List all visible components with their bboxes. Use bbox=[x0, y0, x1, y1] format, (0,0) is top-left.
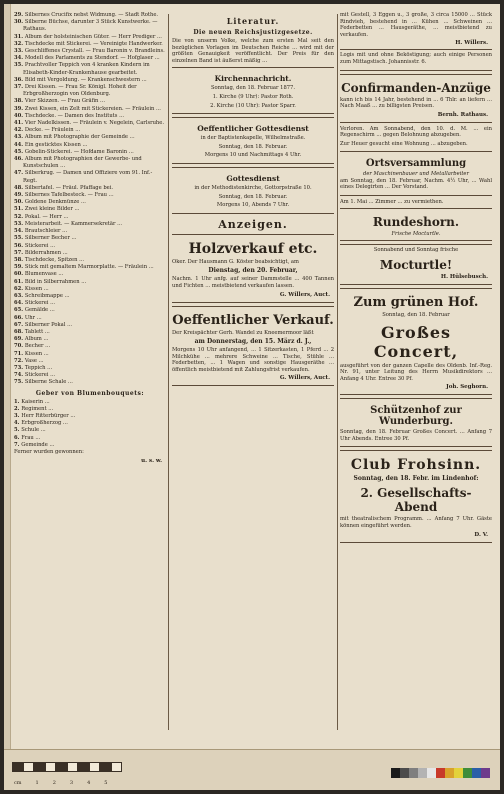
list-item-text: Silberkrug. — Damen und Offiziere vom 91. Inf.-Regt. bbox=[23, 170, 153, 184]
list-item bbox=[14, 142, 166, 149]
ad-logis bbox=[340, 49, 492, 70]
list-item-text: Silberne Büchse, darunter 3 Stück Kunstwerke. — Rathaus. bbox=[23, 19, 158, 33]
column-ads bbox=[340, 12, 492, 732]
public-sale-date: am Donnerstag, den 15. März d. J., bbox=[194, 338, 312, 346]
list-item-number: 30. bbox=[14, 19, 25, 26]
list-item-number: 59. bbox=[14, 264, 25, 271]
list-item-text: Album ... bbox=[24, 336, 49, 343]
list-item-text: Regiment ... bbox=[21, 405, 54, 412]
list-item-number: 50. bbox=[14, 199, 25, 206]
list-item-text: Album der holsteinischen Güter. — Herr Prediger ... bbox=[24, 33, 162, 40]
ad-rundeshorn bbox=[340, 208, 492, 241]
list-item bbox=[14, 351, 166, 358]
list-item bbox=[14, 149, 166, 156]
confirmation-body: kann ich bis 14 Jahr, bestehend in ... 6 Thlr. an liefern ... Nach Maaß ... zu billigsten Preisen. bbox=[340, 96, 492, 110]
list-item bbox=[14, 365, 166, 372]
confirmation-sign: Bernh. Rathaus. bbox=[437, 111, 488, 118]
list-item-text: Kaiserin ... bbox=[21, 398, 50, 405]
list-item-number: 39. bbox=[14, 105, 25, 112]
service-line: Sonntag, den 18. Februar. bbox=[218, 193, 288, 200]
list-item-text: Brautschleier ... bbox=[24, 228, 68, 235]
gruener-hof-heading: Zum grünen Hof. bbox=[353, 294, 479, 310]
column-rule bbox=[337, 14, 338, 730]
list-item-number: 70. bbox=[14, 343, 25, 350]
ad-club-frohsinn bbox=[340, 450, 492, 542]
service-line: Sonntag, den 18. Februar. bbox=[218, 143, 288, 150]
list-item-text: Ein gesticktes Kissen ... bbox=[24, 141, 88, 148]
list-item-number: 48. bbox=[14, 184, 25, 191]
list-item-number: 63. bbox=[14, 292, 25, 299]
list-item-number: 51. bbox=[14, 206, 25, 213]
list-item bbox=[14, 156, 166, 170]
scale-label: 3 bbox=[69, 780, 74, 786]
list-item bbox=[14, 250, 166, 257]
list-item bbox=[14, 427, 166, 434]
list-item-text: Goldene Denkmünze ... bbox=[24, 199, 86, 206]
church-date: Sonntag, den 18. Februar 1877. bbox=[210, 85, 296, 92]
list-item bbox=[14, 19, 166, 33]
list-item-number: 44. bbox=[14, 141, 25, 148]
list-item-text: Stickerei ... bbox=[24, 372, 56, 379]
scale-label: 2 bbox=[52, 780, 56, 786]
list-item-text: Schreibmappe ... bbox=[24, 292, 70, 299]
list-item-text: Becher ... bbox=[24, 343, 51, 350]
list-item-number: 71. bbox=[14, 350, 25, 357]
scale-labels bbox=[14, 780, 121, 786]
list-item-text: Bild in Silberrahmen ... bbox=[24, 278, 87, 285]
list-item-text: Kissen ... bbox=[24, 285, 49, 292]
literature-heading: Literatur. bbox=[226, 16, 280, 26]
list-item-text: Vier Skizzen. — Frau Gräfin ... bbox=[24, 98, 105, 105]
list-tail-sign: u. s. w. bbox=[141, 457, 162, 464]
list-item-text: Gobelin-Stickerei. — Hofdame Baronin ... bbox=[24, 148, 134, 155]
list-item bbox=[14, 399, 166, 406]
list-item-text: Stick mit gemaltem Marmorplatte. — Fräulein ... bbox=[24, 264, 154, 271]
list-item bbox=[14, 293, 166, 300]
list-item bbox=[14, 84, 166, 98]
list-item bbox=[14, 214, 166, 221]
color-patch bbox=[409, 768, 418, 778]
list-item bbox=[14, 106, 166, 113]
column-rule bbox=[168, 14, 169, 730]
rental-notice: Zur Heuer gesucht eine Wohnung ... abzugeben. bbox=[340, 140, 468, 147]
list-item-number: 61. bbox=[14, 278, 25, 285]
list-item-text: Prachtvoller Teppich von 4 kranken Kindern im Elisabeth-Kinder-Krankenhause gearbeitet. bbox=[23, 62, 150, 76]
mockturtle-intro: Sonnabend und Sonntag frische bbox=[373, 247, 459, 254]
list-item bbox=[14, 413, 166, 420]
wood-sale-date: Dienstag, den 20. Februar, bbox=[208, 267, 298, 275]
club-body: mit theatralischem Programm. ... Anfang 7 Uhr. Gäste können eingeführt werden. bbox=[340, 516, 492, 530]
list-item-text: Bilderrahmen ... bbox=[24, 249, 68, 256]
rundeshorn-heading: Rundeshorn. bbox=[372, 215, 460, 230]
bouquet-section-heading: Geber von Blumenbouquets: bbox=[35, 389, 145, 397]
list-item-number: 60. bbox=[14, 271, 25, 278]
scale-label: 5 bbox=[104, 780, 108, 786]
column-middle bbox=[172, 12, 334, 732]
logis-text: Logis mit und ohne Beköstigung; auch einige Personen zum Mittagstisch. Johannisstr. 6. bbox=[340, 52, 492, 65]
list-item-text: Decke. — Fräulein ... bbox=[24, 127, 81, 134]
list-item bbox=[14, 127, 166, 134]
list-item bbox=[14, 343, 166, 350]
lost-item-notice: Verloren. Am Sonnabend, den 10. d. M. ... ein Regenschirm ... gegen Belohnung abzugeben. bbox=[340, 125, 492, 139]
list-item-number: 4. bbox=[14, 420, 22, 427]
auction-continued-sign: H. Willers. bbox=[455, 40, 488, 47]
list-item-text: Modell des Parlaments zu Stendorf. — Hofglaser ... bbox=[24, 55, 160, 62]
list-item-text: Album mit Photographie der Gemeinde ... bbox=[24, 134, 135, 141]
list-item-text: Tablett ... bbox=[24, 328, 50, 335]
list-item-text: Tischdecke mit Stickerei. — Vereinigte Handwerker. bbox=[24, 40, 163, 47]
meeting-body: am Sonntag, den 18. Februar, Nachm. 4½ Uhr, ... Wahl eines Delegirten ... Der Vorstand. bbox=[340, 177, 492, 191]
church-line: 2. Kirche (10 Uhr): Pastor Sparr. bbox=[210, 102, 296, 109]
list-item bbox=[14, 329, 166, 336]
ads-heading: Anzeigen. bbox=[218, 217, 288, 231]
list-item bbox=[14, 336, 166, 343]
list-tail-text: Ferner wurden gewonnen: bbox=[14, 448, 84, 455]
list-item-number: 5. bbox=[14, 427, 22, 434]
color-patch bbox=[481, 768, 490, 778]
wood-sale-intro: Oker. Der Hausmann G. Köster beabsichtigt, am bbox=[172, 258, 299, 265]
list-item-text: Uhr ... bbox=[24, 314, 42, 321]
list-item-number: 3. bbox=[14, 412, 22, 419]
list-item-number: 47. bbox=[14, 170, 25, 177]
public-sale-heading: Oeffentlicher Verkauf. bbox=[172, 312, 334, 328]
color-patch bbox=[472, 768, 481, 778]
list-item-number: 54. bbox=[14, 228, 25, 235]
color-patch bbox=[418, 768, 427, 778]
list-item-text: Zwei kleine Bilder ... bbox=[24, 206, 80, 213]
list-item-number: 29. bbox=[14, 12, 25, 18]
list-item-number: 37. bbox=[14, 84, 25, 91]
list-item bbox=[14, 257, 166, 264]
room-notice: Am 1. Mai ... Zimmer ... zu vermiethen. bbox=[340, 198, 444, 205]
list-item bbox=[14, 221, 166, 228]
list-item-number: 72. bbox=[14, 357, 25, 364]
prize-list bbox=[14, 12, 166, 387]
list-item bbox=[14, 77, 166, 84]
list-item-number: 74. bbox=[14, 372, 25, 379]
list-item bbox=[14, 41, 166, 48]
wood-sale-body: Nachm. 1 Uhr anfg. auf seiner Dammstelle ... 400 Tannen und Fichten ... meistbietend verkaufen lassen. bbox=[172, 276, 334, 289]
list-item-number: 55. bbox=[14, 235, 25, 242]
list-item bbox=[14, 185, 166, 192]
newspaper-page bbox=[4, 4, 500, 790]
list-item-text: Zwei Kissen, ein Zelt mit Stickereien. — Fräulein ... bbox=[24, 105, 161, 112]
list-item-number: 58. bbox=[14, 256, 25, 263]
list-item-number: 46. bbox=[14, 156, 25, 163]
club-sign: D. V. bbox=[474, 531, 488, 538]
grand-concert-body: ausgeführt von der ganzen Capelle des Oldenb. Inf.-Reg. Nr. 91, unter Leitung des Herrn Musikdirektors ... Anfang 4 Uhr. Entree 30 Pf. bbox=[340, 362, 492, 382]
grand-concert-sign: Joh. Seghorn. bbox=[446, 384, 488, 391]
list-item-number: 32. bbox=[14, 40, 25, 47]
list-item bbox=[14, 322, 166, 329]
list-item-text: Silberne Schale ... bbox=[24, 379, 73, 386]
list-item bbox=[14, 372, 166, 379]
list-item-text: Silbernes Crucifix nebst Widmung. — Stadt Rothe. bbox=[24, 12, 159, 18]
list-item-text: Silbertafel. — Fräul. Pfaffage bei. bbox=[24, 184, 114, 191]
list-item-number: 45. bbox=[14, 148, 25, 155]
bouquet-list bbox=[14, 399, 166, 449]
list-item bbox=[14, 34, 166, 41]
list-item-number: 65. bbox=[14, 307, 25, 314]
rundeshorn-sub: Frische Mocturtle. bbox=[391, 231, 441, 238]
list-item bbox=[14, 406, 166, 413]
literature-subheading: Die neuen Reichsjustizgesetze. bbox=[193, 29, 313, 36]
list-item-number: 53. bbox=[14, 220, 25, 227]
schuetzenhof-heading: Schützenhof zur Wunderburg. bbox=[370, 405, 462, 428]
list-item bbox=[14, 98, 166, 105]
page-spine bbox=[4, 4, 11, 790]
public-sale-body: Morgens 10 Uhr anfangend, ... 1 Sitzerkasten, 1 Pferd ... 2 Milchkühe ... mehrere Schweine ... Tische, Stühle ... Federbetten, ... 1 Wagen und sonstige Hausgeräthe ... öffentlich meistbietend mit Zahlungsfrist verkaufen. bbox=[172, 347, 334, 373]
list-item bbox=[14, 199, 166, 206]
service-line: in der Baptistenkapelle, Wilhelmstraße. bbox=[200, 135, 306, 142]
ad-wood-sale bbox=[172, 234, 334, 303]
list-item bbox=[14, 62, 166, 76]
list-item bbox=[14, 134, 166, 141]
list-item-text: Erbgroßherzog ... bbox=[21, 420, 68, 427]
list-item bbox=[14, 113, 166, 120]
meeting-heading: Ortsversammlung bbox=[365, 157, 467, 169]
ad-schuetzenhof bbox=[340, 398, 492, 447]
ad-local-meeting bbox=[340, 151, 492, 196]
color-patch bbox=[445, 768, 454, 778]
public-sale-intro: Der Kreispächter Gerh. Wandel zu Kneemermoor läßt bbox=[172, 329, 314, 336]
list-item-number: 56. bbox=[14, 242, 25, 249]
list-item-number: 41. bbox=[14, 120, 25, 127]
mockturtle-heading: Mocturtle! bbox=[379, 257, 453, 272]
list-item-number: 75. bbox=[14, 379, 25, 386]
list-item bbox=[14, 235, 166, 242]
list-item-text: Geschliffenes Crystall. — Frau Baronin v. Brandleins. bbox=[24, 48, 165, 55]
mockturtle-sign: H. Hülsebusch. bbox=[440, 273, 488, 280]
color-patch bbox=[454, 768, 463, 778]
color-patch bbox=[463, 768, 472, 778]
list-item bbox=[14, 420, 166, 427]
church-heading: Kirchennachricht. bbox=[214, 74, 292, 84]
list-item bbox=[14, 286, 166, 293]
list-item-text: Herr Ritterbürger ... bbox=[21, 412, 76, 419]
list-item-text: Gemälde ... bbox=[24, 307, 55, 314]
gruener-hof-date: Sonntag, den 18. Februar bbox=[382, 311, 450, 318]
service-heading: Gottesdienst bbox=[226, 173, 280, 183]
service-line: Morgens 10, Abends 7 Uhr. bbox=[216, 202, 290, 209]
color-patch bbox=[436, 768, 445, 778]
list-item bbox=[14, 271, 166, 278]
list-item-number: 68. bbox=[14, 328, 25, 335]
list-item-number: 49. bbox=[14, 192, 25, 199]
list-item-number: 42. bbox=[14, 127, 25, 134]
list-item-number: 31. bbox=[14, 33, 25, 40]
list-item-text: Silberner Pokal ... bbox=[24, 321, 73, 328]
schuetzenhof-body: Sonntag, den 18. Februar Großes Concert. ... Anfang 7 Uhr Abends. Entree 30 Pf. bbox=[340, 429, 492, 442]
color-patch bbox=[427, 768, 436, 778]
list-item-number: 7. bbox=[14, 441, 22, 448]
list-item bbox=[14, 442, 166, 449]
list-item bbox=[14, 315, 166, 322]
list-item-number: 2. bbox=[14, 405, 22, 412]
list-item-text: Blumenvase ... bbox=[24, 271, 64, 278]
list-item bbox=[14, 300, 166, 307]
list-item bbox=[14, 307, 166, 314]
list-item-text: Tischdecke, Spitzen ... bbox=[24, 256, 85, 263]
wood-sale-heading: Holzverkauf etc. bbox=[188, 240, 318, 257]
list-item-number: 33. bbox=[14, 48, 25, 55]
list-item-number: 69. bbox=[14, 336, 25, 343]
list-item bbox=[14, 228, 166, 235]
list-item bbox=[14, 243, 166, 250]
color-calibration-bar bbox=[391, 768, 490, 778]
service-notice-baptist bbox=[172, 117, 334, 164]
list-item-text: Bild mit Vergoldung. — Krankenschwestern ... bbox=[24, 76, 147, 83]
list-item-number: 57. bbox=[14, 249, 25, 256]
list-item-number: 36. bbox=[14, 76, 25, 83]
ad-concert-gruener-hof bbox=[340, 288, 492, 395]
list-item bbox=[14, 170, 166, 184]
ad-public-sale bbox=[172, 306, 334, 387]
list-item bbox=[14, 379, 166, 386]
list-item-text: Pokal. — Herr ... bbox=[24, 213, 69, 220]
list-item bbox=[14, 358, 166, 365]
literature-body: Die von unserm Volke, welche zum ersten Mal seit den bezüglichen Vorlagen im Deutschen Reiche ... wird mit der größten Genauigkeit veröffentlicht. Der Preis für den einzelnen Band ist äußerst mäßig ... bbox=[172, 38, 334, 64]
list-item-text: Schule ... bbox=[21, 427, 46, 434]
list-item bbox=[14, 206, 166, 213]
club-heading: Club Frohsinn. bbox=[350, 457, 482, 474]
list-item-number: 67. bbox=[14, 321, 25, 328]
list-item-text: Meisterarbeit. — Kammersekretär ... bbox=[24, 220, 123, 227]
list-item-text: Silbernes Tafelbesteck. — Frau ... bbox=[24, 192, 114, 199]
club-date: Sonntag, den 18. Febr. im Lindenhof: bbox=[353, 475, 479, 483]
auction-continued-body: mit Gestell, 3 Eggen u., 3 große, 3 circa 15000 ... Stück Rindvieh, bestehend in ... Kühen ... Schweinen ... Federbetten ... Hausgeräthe, ... meistbietend zu verkaufen. bbox=[340, 12, 492, 38]
list-item bbox=[14, 435, 166, 442]
list-item-number: 34. bbox=[14, 55, 25, 62]
church-line: 1. Kirche (9 Uhr): Pastor Roth. bbox=[212, 93, 294, 100]
service-line: in der Methodistenkirche, Gottorpstraße 10. bbox=[194, 184, 312, 191]
ad-confirmation-suits bbox=[340, 74, 492, 123]
list-item-number: 38. bbox=[14, 98, 25, 105]
meeting-subheading: der Maschinenbauer und Metallarbeiter bbox=[363, 170, 469, 177]
list-item-number: 40. bbox=[14, 112, 25, 119]
list-item-number: 35. bbox=[14, 62, 25, 69]
list-item-text: Teppich ... bbox=[24, 364, 53, 371]
scan-scale-bar bbox=[12, 762, 122, 776]
church-notice bbox=[172, 67, 334, 114]
list-item-text: Stickerei ... bbox=[24, 242, 56, 249]
public-sale-sign: G. Willers, Auct. bbox=[279, 375, 330, 382]
column-prize-list bbox=[14, 12, 166, 732]
list-item bbox=[14, 120, 166, 127]
color-patch bbox=[400, 768, 409, 778]
list-item-text: Vier Nadelkissen. — Fräulein v. Negelein, Carlsruhe. bbox=[24, 120, 164, 127]
list-item-number: 62. bbox=[14, 285, 25, 292]
list-item-text: Drei Kissen. — Frau Sr. Königl. Hoheit der Erbgroßherzogin von Oldenburg. bbox=[23, 84, 137, 98]
list-item-number: 66. bbox=[14, 314, 25, 321]
scale-label: 4 bbox=[87, 780, 91, 786]
wood-sale-sign: G. Willers, Auct. bbox=[279, 291, 330, 298]
list-item-number: 6. bbox=[14, 434, 22, 441]
list-item-number: 43. bbox=[14, 134, 25, 141]
list-item-text: Frau ... bbox=[21, 434, 41, 441]
list-item bbox=[14, 48, 166, 55]
list-item-number: 73. bbox=[14, 364, 25, 371]
scan-footer bbox=[4, 749, 500, 790]
list-item-text: Album mit Photographien der Gewerbe- und Kunstschulen ... bbox=[23, 156, 142, 170]
color-patch bbox=[391, 768, 400, 778]
service-line: Morgens 10 und Nachmittags 4 Uhr. bbox=[204, 152, 302, 159]
club-subheading: 2. Gesellschafts-Abend bbox=[360, 486, 472, 515]
service-heading: Oeffentlicher Gottesdienst bbox=[197, 124, 309, 134]
list-item bbox=[14, 55, 166, 62]
list-item-text: Vase ... bbox=[24, 357, 44, 364]
list-item bbox=[14, 12, 166, 19]
list-item-text: Stickerei ... bbox=[24, 300, 56, 307]
list-item-text: Tischdecke. — Damen des Instituts ... bbox=[24, 112, 125, 119]
list-item-number: 64. bbox=[14, 300, 25, 307]
scale-label: cm bbox=[14, 780, 22, 786]
list-item-text: Gemeinde ... bbox=[21, 441, 55, 448]
service-notice-methodist bbox=[172, 167, 334, 214]
grand-concert-heading: Großes Concert, bbox=[373, 322, 459, 361]
ad-mockturtle bbox=[340, 244, 492, 285]
list-item bbox=[14, 192, 166, 199]
list-item-number: 1. bbox=[14, 398, 22, 405]
list-item bbox=[14, 279, 166, 286]
scale-label: 1 bbox=[35, 780, 39, 786]
list-item-number: 52. bbox=[14, 213, 25, 220]
list-item-text: Silberner Becher ... bbox=[24, 235, 77, 242]
confirmation-heading: Confirmanden-Anzüge bbox=[341, 80, 491, 95]
list-item-text: Kissen ... bbox=[24, 350, 49, 357]
list-item bbox=[14, 264, 166, 271]
